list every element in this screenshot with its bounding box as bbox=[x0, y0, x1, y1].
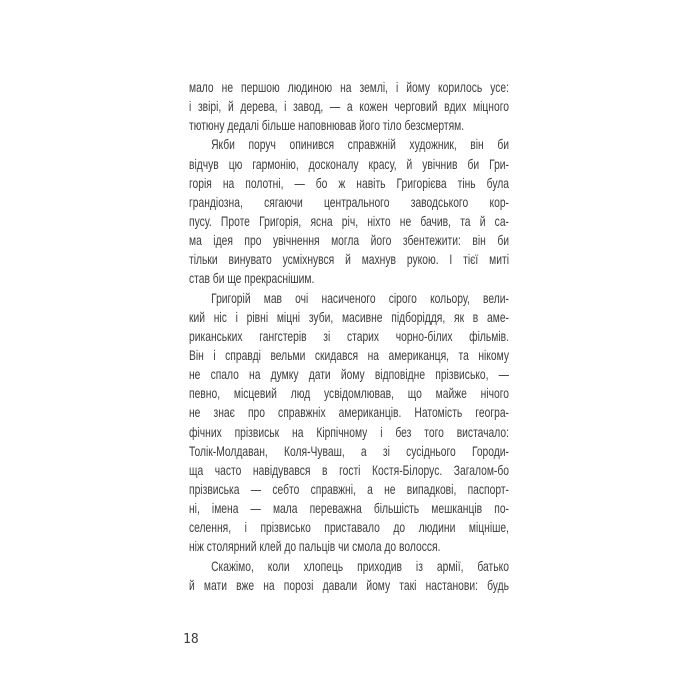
text-line: не спало на думку дати йому відповідне прізвисько, — bbox=[189, 366, 509, 383]
text-line: тютюну дедалі більше наповнював його тіло безсмертям. bbox=[189, 117, 465, 134]
text-line: кий ніс і рівні міцні зуби, масивне підборіддя, як в аме- bbox=[189, 308, 509, 325]
text-line: й мати вже на порозі давали йому такі настанови: будь bbox=[189, 576, 509, 593]
text-line: Він і справді вельми скидався на американця, та нікому bbox=[189, 346, 509, 363]
text-line: грандіозна, сягаючи центрального заводського кор- bbox=[189, 193, 509, 210]
text-line: ні, імена — мала переважна більшість мешканців по- bbox=[189, 500, 509, 517]
text-line: риканських гангстерів зі старих чорно-білих фільмів. bbox=[189, 327, 509, 344]
text-line: горія на полотні, — бо ж навіть Григорієва тінь була bbox=[189, 174, 509, 191]
text-line: Якби поруч опинився справжній художник, він би bbox=[211, 136, 509, 153]
text-line: став би ще прекраснішим. bbox=[189, 270, 315, 287]
text-line: прізвиська — себто справжні, а не випадкові, паспорт- bbox=[189, 480, 509, 497]
text-line: ніж столярний клей до пальців чи смола до волосся. bbox=[189, 538, 441, 555]
text-line: Толік-Молдаван, Коля-Чуваш, а зі сусіднього Городи- bbox=[189, 442, 509, 459]
text-line: Григорій мав очі насиченого сірого кольору, вели- bbox=[211, 289, 509, 306]
text-line: мало не першою людиною на землі, і йому корилось усе: bbox=[189, 79, 509, 95]
page-number: 18 bbox=[183, 632, 199, 647]
text-line: ща часто навідувався в гості Костя-Білорус. Загалом-бо bbox=[189, 461, 509, 478]
text-line: тільки винувато усміхнувся й махнув рукою. І тієї миті bbox=[189, 251, 509, 268]
text-line: не знає про справжніх американців. Натомість геогра- bbox=[189, 404, 509, 421]
text-line: певно, місцевий люд усвідомлював, що майже нічого bbox=[189, 385, 509, 402]
text-line: відчув цю гармонію, досконалу красу, й увічнив би Гри- bbox=[189, 155, 509, 172]
text-line: і звірі, й дерева, і завод, — а кожен черговий вдих міцного bbox=[189, 98, 509, 115]
text-line: пусу. Проте Григорія, ясна річ, ніхто не бачив, та й са- bbox=[189, 212, 509, 229]
text-line: ма ідея про увічнення могла його збентежити: він би bbox=[189, 232, 509, 249]
text-line: фічних прізвиськ на Кірпічному і без того вистачало: bbox=[189, 423, 509, 440]
text-line: селення, і прізвисько приставало до людини міцніше, bbox=[189, 519, 509, 536]
text-block bbox=[189, 78, 509, 595]
text-line: Скажімо, коли хлопець приходив із армії, батько bbox=[211, 557, 509, 574]
